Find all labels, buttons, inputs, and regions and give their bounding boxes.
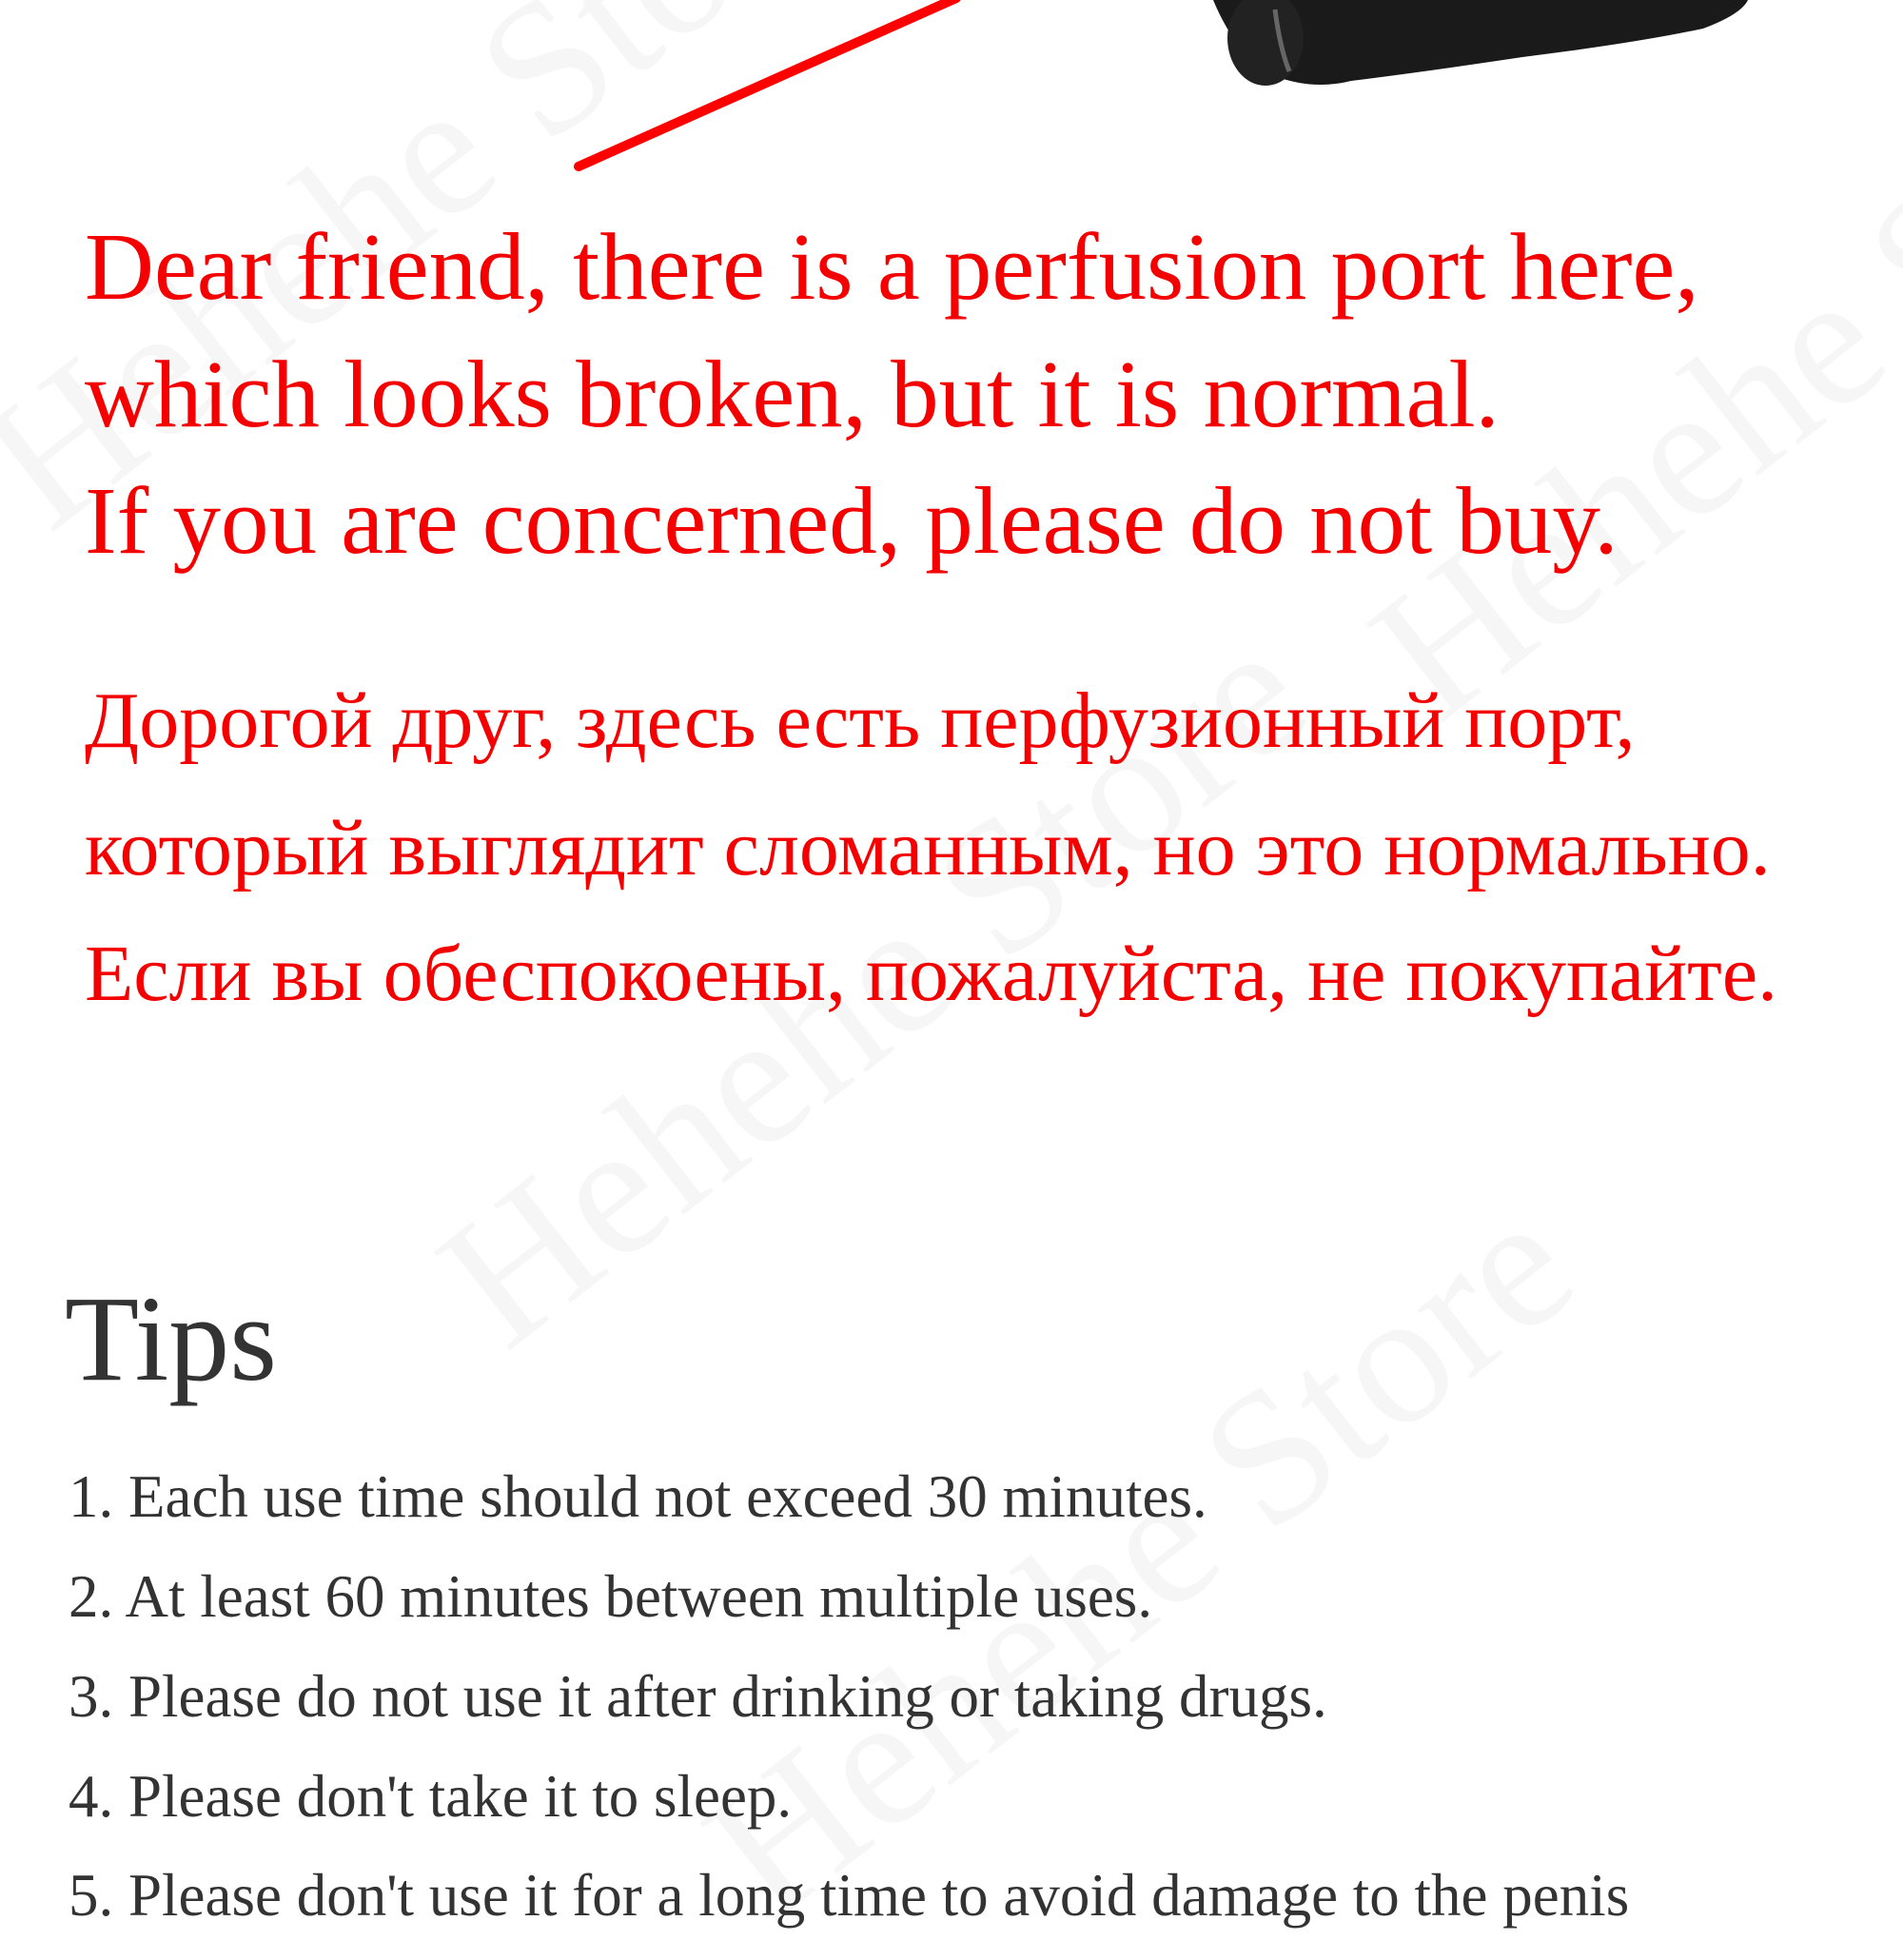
pointer-line [579,0,956,167]
notice-ru-line-1: Дорогой друг, здесь есть перфузионный порт, [85,676,1636,765]
tip-item: 1. Each use time should not exceed 30 minutes. [69,1463,1207,1530]
tip-item: 2. At least 60 minutes between multiple uses. [69,1563,1153,1630]
product-photo-crop [0,0,1903,190]
tip-item: 5. Please don't use it for a long time to avoid damage to the penis [69,1862,1630,1929]
watermark [666,1154,1612,1960]
tip-item: 3. Please do not use it after drinking or taking drugs. [69,1663,1327,1730]
notice-ru-line-3: Если вы обеспокоены, пожалуйста, не покупайте. [85,930,1778,1018]
notice-ru-line-2: который выглядит сломанным, но это нормально. [85,804,1771,892]
tips-title: Tips [65,1271,278,1406]
notice-en-line-2: which looks broken, but it is normal. [85,341,1500,447]
notice-en-line-3: If you are concerned, please do not buy. [85,467,1619,574]
tip-item: 4. Please don't take it to sleep. [69,1763,793,1830]
notice-en-line-1: Dear friend, there is a perfusion port here, [85,213,1699,320]
product-image [1213,0,1748,86]
